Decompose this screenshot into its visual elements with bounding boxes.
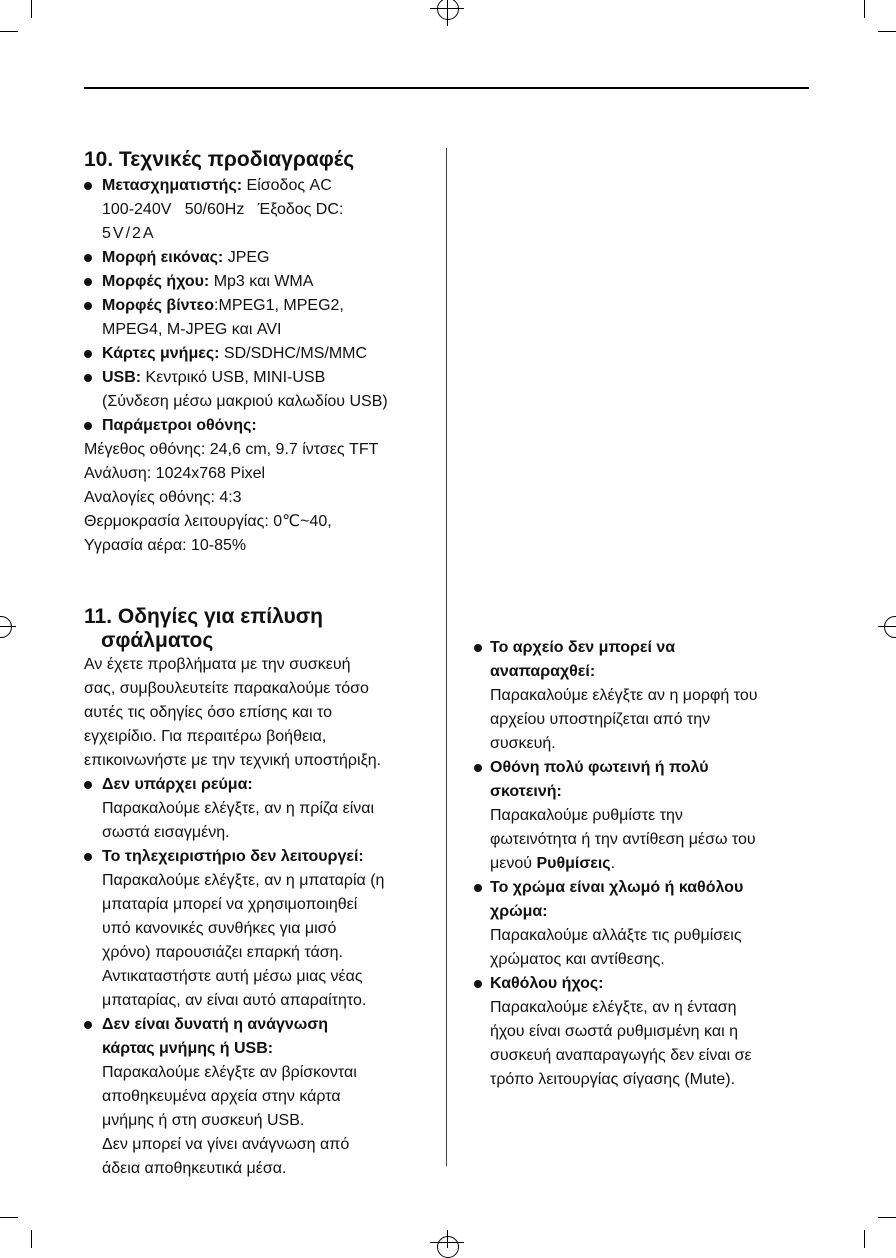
registration-mark-bottom-h xyxy=(430,1242,464,1243)
bullet-icon xyxy=(84,278,92,286)
bullet-icon xyxy=(84,1021,92,1029)
crop-mark-tl-h xyxy=(0,31,18,32)
crop-mark-bl-h xyxy=(0,1217,18,1218)
spec-video-format: Μορφές βίντεο:MPEG1, MPEG2, MPEG4, M-JPEG και AVI xyxy=(84,294,434,342)
issue-file-not-playable: Το αρχείο δεν μπορεί να αναπαραχθεί: Παρακαλούμε ελέγξτε αν η μορφή του αρχείου υποστηρίζεται από την συσκευή. xyxy=(474,636,804,756)
registration-mark-bottom-v xyxy=(447,1230,448,1248)
issue-screen-brightness: Οθόνη πολύ φωτεινή ή πολύ σκοτεινή: Παρακαλούμε ρυθμίστε την φωτεινότητα ή την αντίθεση μέσω του μενού Ρυθμίσεις. xyxy=(474,756,804,876)
crop-mark-bl-v xyxy=(31,1230,32,1248)
section-11-intro: Αν έχετε προβλήματα με την συσκευή σας, συμβουλευτείτε παρακαλούμε τόσο αυτές τις οδηγίες όσο επίσης και το εγχειρίδιο. Για περαιτέρω βοήθεια, επικοινωνήστε με την τεχνική υποστήριξη. xyxy=(84,656,382,769)
header-rule xyxy=(84,87,809,89)
bullet-icon xyxy=(84,302,92,310)
crop-mark-tl-v xyxy=(31,0,32,18)
issue-color-pale: Το χρώμα είναι χλωμό ή καθόλου χρώμα: Παρακαλούμε αλλάξτε τις ρυθμίσεις χρώματος και αντίθεσης. xyxy=(474,876,804,972)
registration-mark-left-h xyxy=(0,626,16,627)
left-column xyxy=(84,146,434,1181)
right-column xyxy=(474,636,804,1092)
bullet-icon xyxy=(84,422,92,430)
spec-usb: USB: Κεντρικό USB, MINI-USB (Σύνδεση μέσω μακριού καλωδίου USB) xyxy=(84,366,434,414)
issue-card-unreadable: Δεν είναι δυνατή η ανάγνωση κάρτας μνήμης ή USB: Παρακαλούμε ελέγξτε αν βρίσκονται αποθηκευμένα αρχεία στην κάρτα μνήμης ή στη συσκευή USB. Δεν μπορεί να γίνει ανάγνωση από άδεια αποθηκευτικά μέσα. xyxy=(84,1013,434,1181)
spec-memory-cards: Κάρτες μνήμες: SD/SDHC/MS/MMC xyxy=(84,342,434,366)
registration-mark-top-v xyxy=(447,0,448,26)
registration-mark-top xyxy=(437,0,459,20)
bullet-icon xyxy=(84,254,92,262)
screen-size: Μέγεθος οθόνης: 24,6 cm, 9.7 ίντσες TFT xyxy=(84,441,379,458)
registration-mark-left xyxy=(0,616,12,638)
humidity: Υγρασία αέρα: 10-85% xyxy=(84,537,247,554)
spec-screen-params: Παράμετροι οθόνης: xyxy=(84,414,434,438)
spec-image-format: Μορφή εικόνας: JPEG xyxy=(84,246,434,270)
column-divider xyxy=(446,148,447,1166)
section-11-title: 11. Οδηγίες για επίλυση σφάλματος xyxy=(84,605,323,652)
bullet-icon xyxy=(84,350,92,358)
issue-remote-not-working: Το τηλεχειριστήριο δεν λειτουργεί: Παρακαλούμε ελέγξτε, αν η μπαταρία (η μπαταρία μπορεί να χρησιμοποιηθεί υπό κανονικές συνθήκες για μισό χρόνο) παρουσιάζει επαρκή τάση. Αντικαταστήστε αυτή μέσω μιας νέας μπαταρίας, αν είναι αυτό απαραίτητο. xyxy=(84,845,434,1013)
section-10-title: 10. Τεχνικές προδιαγραφές xyxy=(84,148,355,171)
settings-menu-name: Ρυθμίσεις xyxy=(536,855,611,872)
bullet-icon xyxy=(474,980,482,988)
registration-mark-right xyxy=(884,616,896,638)
bullet-icon xyxy=(84,182,92,190)
screen-aspect: Αναλογίες οθόνης: 4:3 xyxy=(84,489,242,506)
spec-transformer: Μετασχηματιστής: Είσοδος AC 100-240V 50/60Hz Έξοδος DC: 5V/2A xyxy=(84,174,434,246)
spec-audio-format: Μορφές ήχου: Mp3 και WMA xyxy=(84,270,434,294)
registration-mark-right-h xyxy=(878,626,896,627)
registration-mark-bottom xyxy=(437,1236,459,1258)
bullet-icon xyxy=(474,644,482,652)
registration-mark-top-h xyxy=(430,8,464,9)
operating-temperature: Θερμοκρασία λειτουργίας: 0℃~40, xyxy=(84,513,332,530)
crop-mark-br-h xyxy=(878,1217,896,1218)
crop-mark-br-v xyxy=(864,1230,865,1248)
issue-no-sound: Καθόλου ήχος: Παρακαλούμε ελέγξτε, αν η ένταση ήχου είναι σωστά ρυθμισμένη και η συσκευή αναπαραγωγής δεν είναι σε τρόπο λειτουργίας σίγασης (Mute). xyxy=(474,972,804,1092)
bullet-icon xyxy=(84,853,92,861)
crop-mark-tr-h xyxy=(878,31,896,32)
crop-mark-tr-v xyxy=(864,0,865,18)
bullet-icon xyxy=(84,781,92,789)
bullet-icon xyxy=(474,764,482,772)
bullet-icon xyxy=(84,374,92,382)
bullet-icon xyxy=(474,884,482,892)
screen-resolution: Ανάλυση: 1024x768 Pixel xyxy=(84,465,266,482)
issue-no-power: Δεν υπάρχει ρεύμα: Παρακαλούμε ελέγξτε, αν η πρίζα είναι σωστά εισαγμένη. xyxy=(84,773,434,845)
